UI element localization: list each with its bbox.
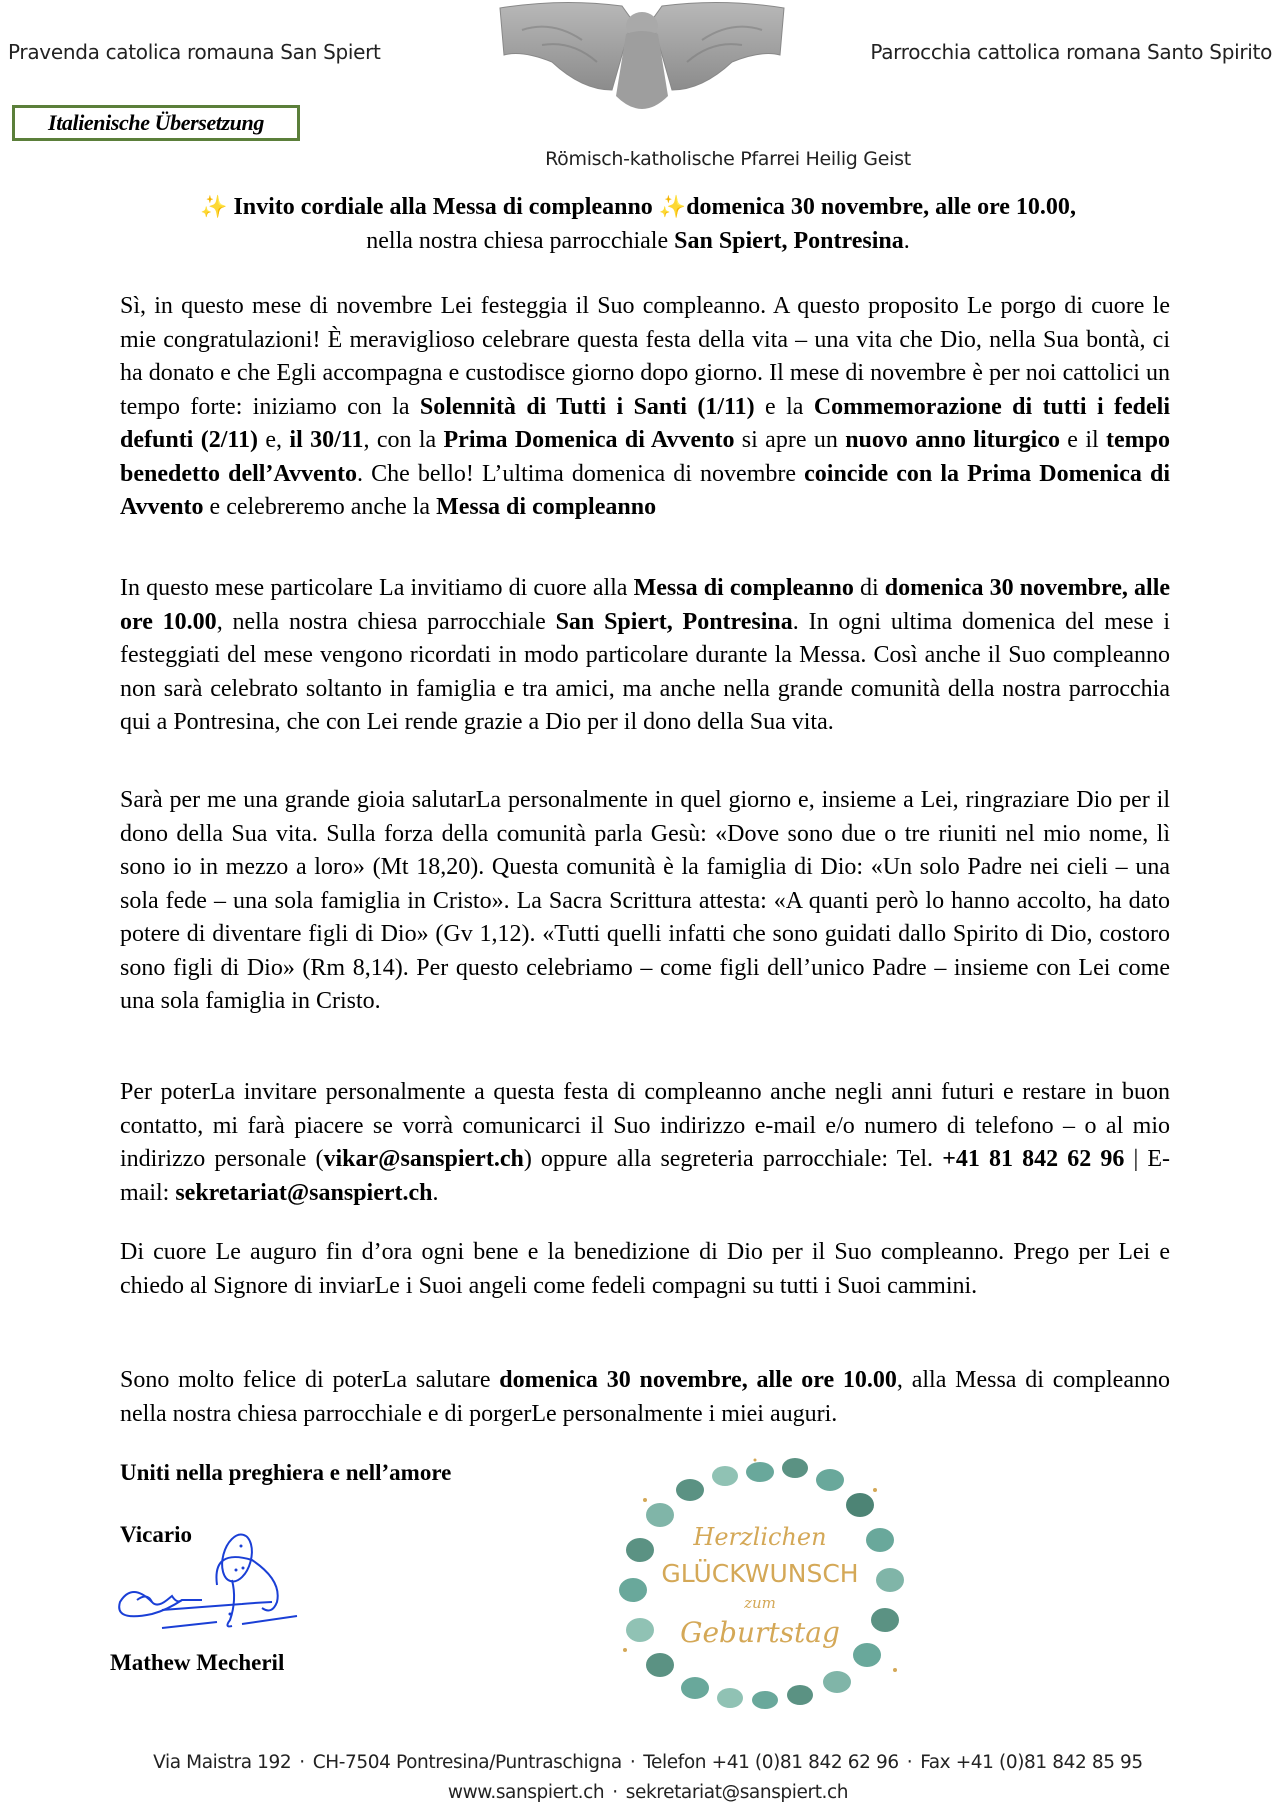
footer-address: Via Maistra 192 [153,1752,292,1773]
paragraph-invitation: In questo mese particolare La invitiamo di cuore alla Messa di compleanno di domenica 30 novembre, alle ore 10.00, nella nostra chiesa parrocchiale San Spiert, Pontresina. In ogni ultima domenica del mese i festeggiati del mese vengono ricordati in modo particolare durante la Messa. Così anche il Suo compleanno non sarà celebrato soltanto in famiglia e tra amici, ma anche nella grande comunità della nostra parrocchia qui a Pontresina, che con Lei rende grazie a Dio per il dono della Sua vita. [120,575,1171,735]
svg-text:GLÜCKWUNSCH: GLÜCKWUNSCH [661,1559,859,1588]
paragraph-final-greeting: Sono molto felice di poterLa salutare domenica 30 novembre, alle ore 10.00, alla Messa di compleanno nella nostra chiesa parrocchiale e di porgerLe personalmente i miei auguri. [120,1367,1170,1427]
paragraph-community: Sarà per me una grande gioia salutarLa personalmente in quel giorno e, insieme a Lei, ringraziare Dio per il dono della Sua vita. Sulla forza della comunità parla Gesù: «Dove sono due o tre riuniti nel mio nome, lì sono io in mezzo a loro» (Mt 18,20). Questa comunità è la famiglia di Dio: «Un solo Padre nei cieli – una sola fede – una sola famiglia in Cristo». La Sacra Scrittura attesta: «A quanti però lo hanno accolto, ha dato potere di diventare figli di Dio» (Gv 1,12). «Tutti quelli infatti che sono guidati dallo Spirito di Dio, costoro sono figli di Dio» (Rm 8,14). Per questo celebriamo – come figli dell’unico Padre – insieme con Lei come una sola famiglia in Cristo. [120,787,1170,1014]
header-romansh-name: Pravenda catolica romauna San Spiert [8,40,381,64]
paragraph-birthday-wishes: Sì, in questo mese di novembre Lei festeggia il Suo compleanno. A questo proposito Le porgo di cuore le mie congratulazioni! È meraviglioso celebrare questa festa della vita – una vita che Dio, nella Sua bontà, ci ha donato e che Egli accompagna e custodisce giorno dopo giorno. Il mese di novembre è per noi cattolici un tempo forte: iniziamo con la Solennità di Tutti i Santi (1/11) e la Commemorazione di tutti i fedeli defunti (2/11) e, il 30/11, con la Prima Domenica di Avvento si apre un nuovo anno liturgico e il tempo benedetto dell’Avvento. Che bello! L’ultima domenica di novembre coincide con la Prima Domenica di Avvento e celebreremo anche la Messa di compleanno [120,293,1171,520]
secretariat-phone: +41 81 842 62 96 [942,1146,1125,1172]
footer-email-link[interactable]: sekretariat@sanspiert.ch [625,1782,849,1803]
svg-text:Geburtstag: Geburtstag [680,1616,840,1649]
title-line-1: ✨ Invito cordiale alla Messa di compleanno ✨domenica 30 novembre, alle ore 10.00, [200,194,1076,220]
header-italian-name: Parrocchia cattolica romana Santo Spirito [870,40,1272,64]
footer-fax: Fax +41 (0)81 842 85 95 [920,1752,1143,1773]
title-line-2: nella nostra chiesa parrocchiale San Spiert, Pontresina. [366,228,910,254]
svg-text:Herzlichen: Herzlichen [693,1523,827,1551]
footer-phone: Telefon +41 (0)81 842 62 96 [643,1752,899,1773]
invitation-title [100,190,1176,258]
signature-icon [112,1530,312,1640]
signer-name: Mathew Mecheril [110,1650,285,1675]
vicar-email-link[interactable]: vikar@sanspiert.ch [323,1146,524,1172]
paragraph-contact: Per poterLa invitare personalmente a questa festa di compleanno anche negli anni futuri e restare in buon contatto, mi farà piacere se vorrà comunicarci il Suo indirizzo e-mail e/o numero di telefono – o al mio indirizzo personale (vikar@sanspiert.ch) oppure alla segreteria parrocchiale: Tel. +41 81 842 62 96 | E-mail: sekretariat@sanspiert.ch. [120,1079,1171,1206]
sparkle-icon: ✨ [200,194,228,219]
footer-web-line: www.sanspiert.ch · sekretariat@sanspiert.ch [447,1782,849,1803]
signer-role: Vicario [120,1522,192,1547]
dove-relief-logo-icon [482,0,802,118]
secretariat-email-link[interactable]: sekretariat@sanspiert.ch [175,1179,433,1206]
sparkle-icon: ✨ [658,194,687,219]
footer-website-link[interactable]: www.sanspiert.ch [447,1782,605,1803]
svg-text:zum: zum [744,1594,776,1612]
translation-label: Italienische Übersetzung [48,110,264,135]
birthday-wreath-card-icon [605,1450,915,1710]
paragraph-blessing: Di cuore Le auguro fin d’ora ogni bene e la benedizione di Dio per il Suo compleanno. Prego per Lei e chiedo al Signore di inviarLe i Suoi angeli come fedeli compagni su tutti i Suoi cammini. [120,1239,1170,1299]
translation-badge [12,105,300,141]
footer-address-line: Via Maistra 192 · CH-7504 Pontresina/Puntraschigna · Telefon +41 (0)81 842 62 96 · Fax +41 (0)81 842 85 95 [153,1752,1143,1773]
footer-city: CH-7504 Pontresina/Puntraschigna [312,1752,622,1773]
closing-greeting: Uniti nella preghiera e nell’amore [120,1460,452,1485]
header-german-name: Römisch-katholische Pfarrei Heilig Geist [545,148,911,170]
